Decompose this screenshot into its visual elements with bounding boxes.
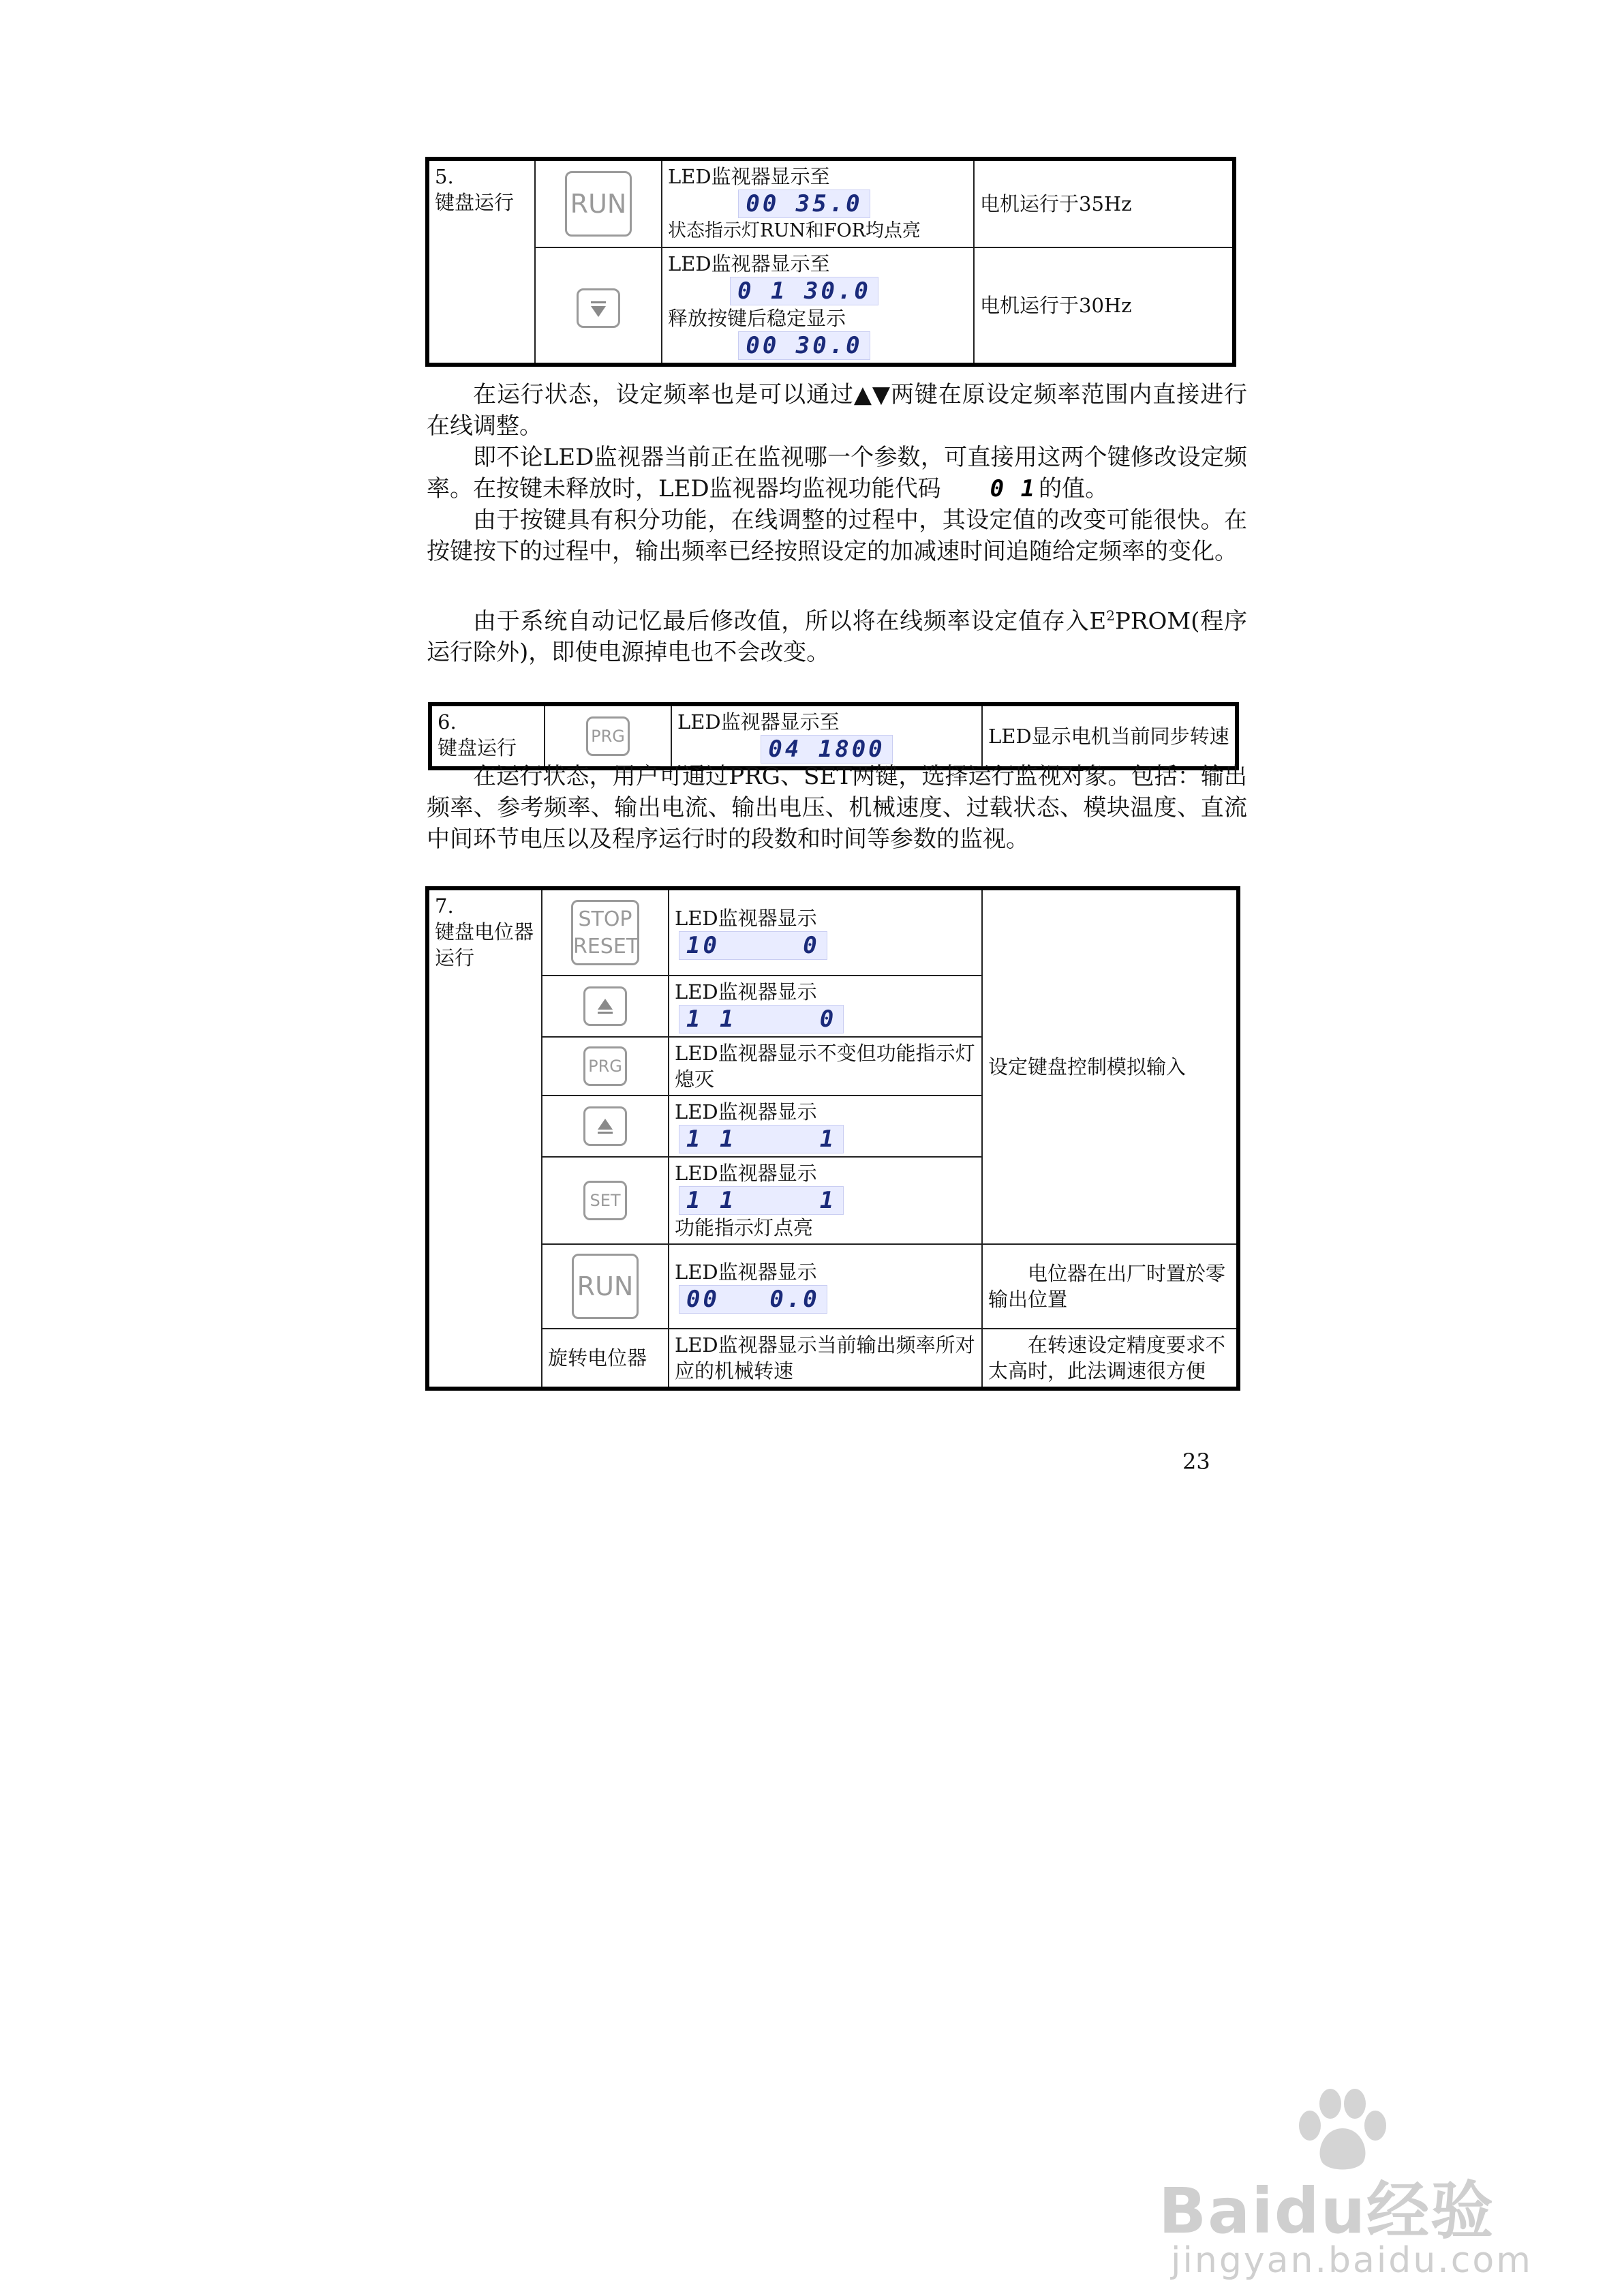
paragraph-1: 在运行状态，设定频率也是可以通过▲▼两键在原设定频率范围内直接进行在线调整。 [427, 381, 1247, 440]
section7-mode: 键盘电位器运行 [435, 920, 534, 969]
led-caption: LED监视器显示 [675, 1260, 817, 1284]
section5-key-cell [535, 159, 662, 247]
led-caption: LED监视器显示 [675, 907, 817, 930]
section7-key-run [542, 1244, 669, 1329]
paragraph-3: 由于按键具有积分功能，在线调整的过程中，其设定值的改变可能很快。在按键按下的过程中，输出频率已经按照设定的加减速时间追随给定频率的变化。 [427, 507, 1247, 565]
led-caption: LED监视器显示 [675, 980, 817, 1003]
section5-table [425, 157, 1236, 367]
led-display: 10 0 [679, 931, 827, 960]
section7-key-up2 [542, 1096, 669, 1157]
watermark-brand: Baidu经验 [1159, 2175, 1495, 2248]
section6-number: 6. [438, 710, 457, 734]
paragraph-5: 在运行状态，用户可通过PRG、SET两键，选择运行监视对象。包括：输出频率、参考频率、输出电流、输出电压、机械速度、过载状态、模块温度、直流中间环节电压以及程序运行时的段数和时间等参数的监视。 [427, 763, 1247, 853]
key-label-bottom: RESET [573, 935, 639, 958]
section6-mode: 键盘运行 [438, 736, 517, 759]
section7-run-desc [669, 1244, 982, 1329]
status-caption: 状态指示灯RUN和FOR均点亮 [668, 220, 921, 241]
baidu-watermark [1159, 2086, 1608, 2284]
led-caption: LED监视器显示至 [677, 710, 840, 734]
section6-table [428, 702, 1239, 770]
section6-desc [671, 704, 982, 768]
led-display: 1 1 1 [679, 1186, 844, 1215]
prg-key: PRG [583, 1046, 627, 1086]
run-key: RUN [572, 1254, 639, 1319]
section5-label-cell [427, 159, 535, 365]
section7-row2-desc [669, 976, 982, 1037]
function-code: 0 1 [990, 475, 1037, 502]
section7-number: 7. [435, 894, 454, 918]
key-label-top: STOP [578, 907, 632, 931]
section7-group-result: 设定键盘控制模拟输入 [982, 888, 1238, 1244]
section7-run-result: 电位器在出厂时置於零输出位置 [982, 1244, 1238, 1329]
section6-result: LED显示电机当前同步转速 [982, 704, 1237, 768]
section5-number: 5. [435, 165, 454, 188]
section7-key-up1 [542, 976, 669, 1037]
section7-key-prg [542, 1037, 669, 1096]
superscript: 2 [1106, 607, 1115, 624]
section7-table [425, 886, 1240, 1391]
paragraph-2-text: 即不论LED监视器当前正在监视哪一个参数，可直接用这两个键修改设定频率。在按键未释放时，LED监视器均监视功能代码 [427, 444, 1247, 502]
led-display: 00 30.0 [738, 331, 870, 360]
section5-row2-desc [662, 247, 974, 365]
led-display: 0 1 30.0 [730, 277, 878, 305]
indicator-caption: 功能指示灯点亮 [675, 1216, 814, 1239]
paragraph-4-text: 由于系统自动记忆最后修改值，所以将在线频率设定值存入E [473, 607, 1107, 635]
led-display: 1 1 1 [679, 1125, 844, 1153]
section7-row3-desc: LED监视器显示不变但功能指示灯熄灭 [669, 1037, 982, 1096]
section5-row1-result: 电机运行于35Hz [974, 159, 1234, 247]
page-number: 23 [1182, 1449, 1210, 1475]
led-display: 00 0.0 [679, 1285, 827, 1314]
section7-row5-desc [669, 1157, 982, 1244]
led-caption: LED监视器显示 [675, 1100, 817, 1123]
section7-key-set [542, 1157, 669, 1244]
led-display: 1 1 0 [679, 1005, 844, 1033]
section7-row4-desc [669, 1096, 982, 1157]
led-caption: LED监视器显示 [675, 1162, 817, 1185]
down-arrow-icon [577, 288, 620, 328]
set-key: SET [583, 1181, 627, 1220]
section6-key-cell [545, 704, 671, 768]
section7-pot-result: 在转速设定精度要求不太高时，此法调速很方便 [982, 1329, 1238, 1389]
section7-row1-desc [669, 888, 982, 976]
paragraph-2 [427, 442, 1247, 504]
section7-pot-label: 旋转电位器 [542, 1329, 669, 1389]
up-arrow-icon [583, 986, 627, 1026]
section7-key-stop [542, 888, 669, 976]
section7-label-cell [427, 888, 542, 1389]
section5-mode: 键盘运行 [435, 191, 515, 214]
paragraph-4 [427, 600, 1247, 668]
paragraph-2-tail: 的值。 [1039, 475, 1109, 502]
section5-row1-desc [662, 159, 974, 247]
paragraph-4-tail: PROM(程序运行除外)，即使电源掉电也不会改变。 [427, 607, 1247, 667]
watermark-url: jingyan.baidu.com [1171, 2240, 1533, 2281]
run-key: RUN [565, 171, 632, 237]
stop-reset-key [571, 900, 639, 965]
led-caption: LED监视器显示至 [668, 252, 830, 275]
prg-key: PRG [586, 716, 630, 756]
up-arrow-icon [583, 1106, 627, 1146]
section5-row2-result: 电机运行于30Hz [974, 247, 1234, 365]
section5-key2-cell [535, 247, 662, 365]
led-caption: LED监视器显示至 [668, 165, 830, 188]
section6-label-cell [430, 704, 545, 768]
led-display: 00 35.0 [738, 190, 870, 218]
section7-pot-desc: LED监视器显示当前输出频率所对应的机械转速 [669, 1329, 982, 1389]
led-display: 04 1800 [761, 735, 892, 764]
release-caption: 释放按键后稳定显示 [668, 307, 846, 330]
